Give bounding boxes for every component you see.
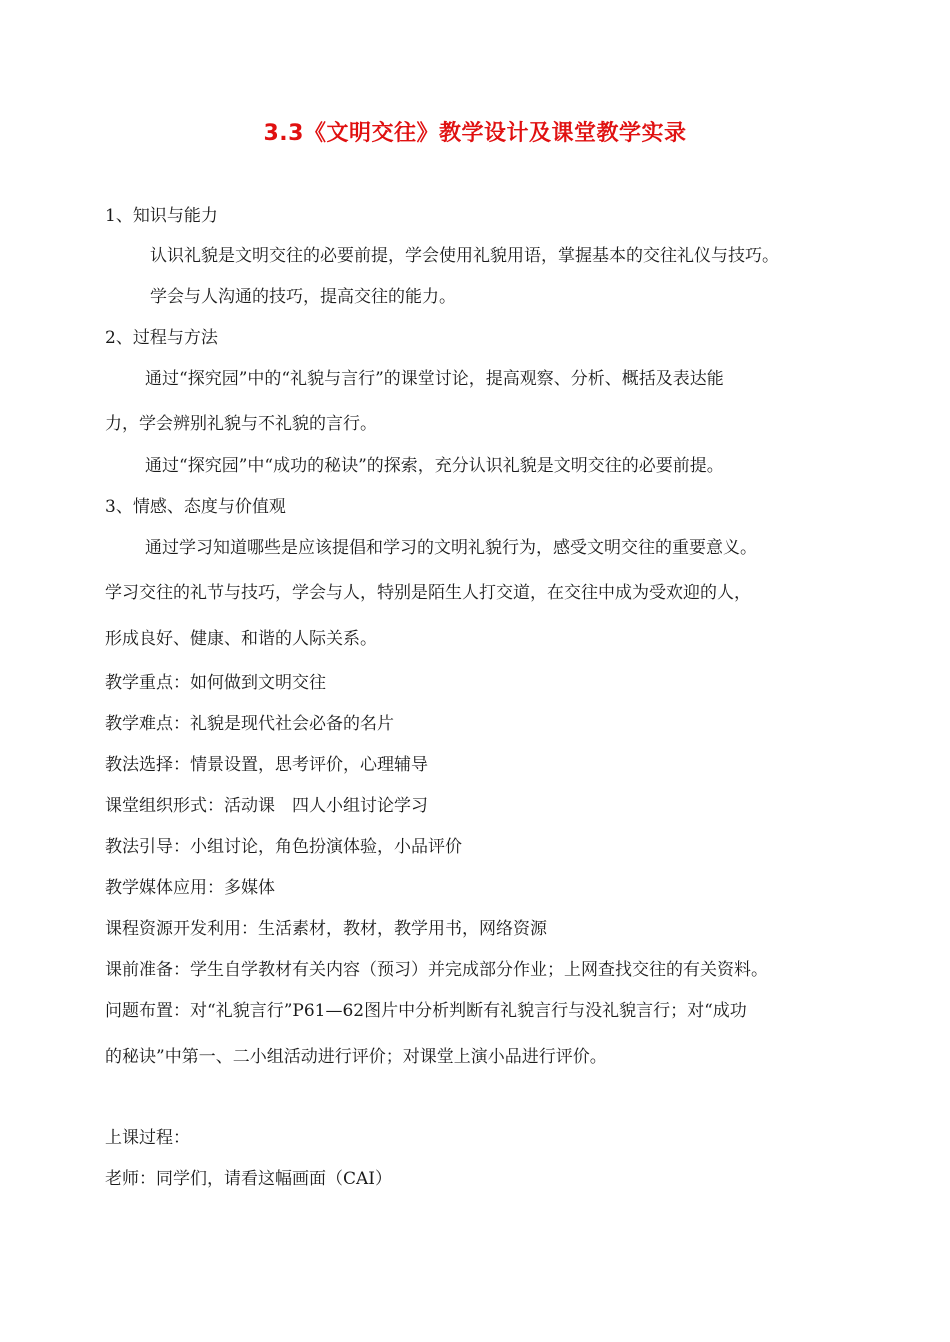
section-heading-values: 3、情感、态度与价值观 [105,497,286,517]
dialogue-line: 老师：同学们，请看这幅画面（CAI） [105,1169,392,1189]
info-line-preparation: 课前准备：学生自学教材有关内容（预习）并完成部分作业；上网查找交往的有关资料。 [105,960,768,980]
section-heading-process: 2、过程与方法 [105,328,218,348]
info-line-focus: 教学重点：如何做到文明交往 [105,673,326,693]
paragraph-line: 认识礼貌是文明交往的必要前提，学会使用礼貌用语，掌握基本的交往礼仪与技巧。 [150,246,779,266]
paragraph-line: 通过“探究园”中的“礼貌与言行”的课堂讨论，提高观察、分析、概括及表达能 [145,369,724,389]
section-heading-class-process: 上课过程： [105,1128,190,1148]
paragraph-line: 力，学会辨别礼貌与不礼貌的言行。 [105,414,377,434]
paragraph-line: 的秘诀”中第一、二小组活动进行评价；对课堂上演小品进行评价。 [105,1047,607,1067]
document-title: 3.3《文明交往》教学设计及课堂教学实录 [263,121,687,146]
paragraph-line: 形成良好、健康、和谐的人际关系。 [105,629,377,649]
paragraph-line: 通过学习知道哪些是应该提倡和学习的文明礼貌行为，感受文明交往的重要意义。 [145,538,757,558]
info-line-media: 教学媒体应用：多媒体 [105,878,275,898]
info-line-method: 教法选择：情景设置，思考评价，心理辅导 [105,755,428,775]
info-line-difficulty: 教学难点：礼貌是现代社会必备的名片 [105,714,394,734]
paragraph-line: 学会与人沟通的技巧，提高交往的能力。 [150,287,456,307]
info-line-organization: 课堂组织形式：活动课 四人小组讨论学习 [105,796,428,816]
section-heading-knowledge: 1、知识与能力 [105,206,218,226]
info-line-questions: 问题布置：对“礼貌言行”P61—62图片中分析判断有礼貌言行与没礼貌言行；对“成功 [105,1001,747,1021]
paragraph-line: 学习交往的礼节与技巧，学会与人，特别是陌生人打交道，在交往中成为受欢迎的人， [105,583,751,603]
paragraph-line: 通过“探究园”中“成功的秘诀”的探索，充分认识礼貌是文明交往的必要前提。 [145,456,724,476]
info-line-resources: 课程资源开发利用：生活素材，教材，教学用书，网络资源 [105,919,547,939]
info-line-guidance: 教法引导：小组讨论，角色扮演体验，小品评价 [105,837,462,857]
